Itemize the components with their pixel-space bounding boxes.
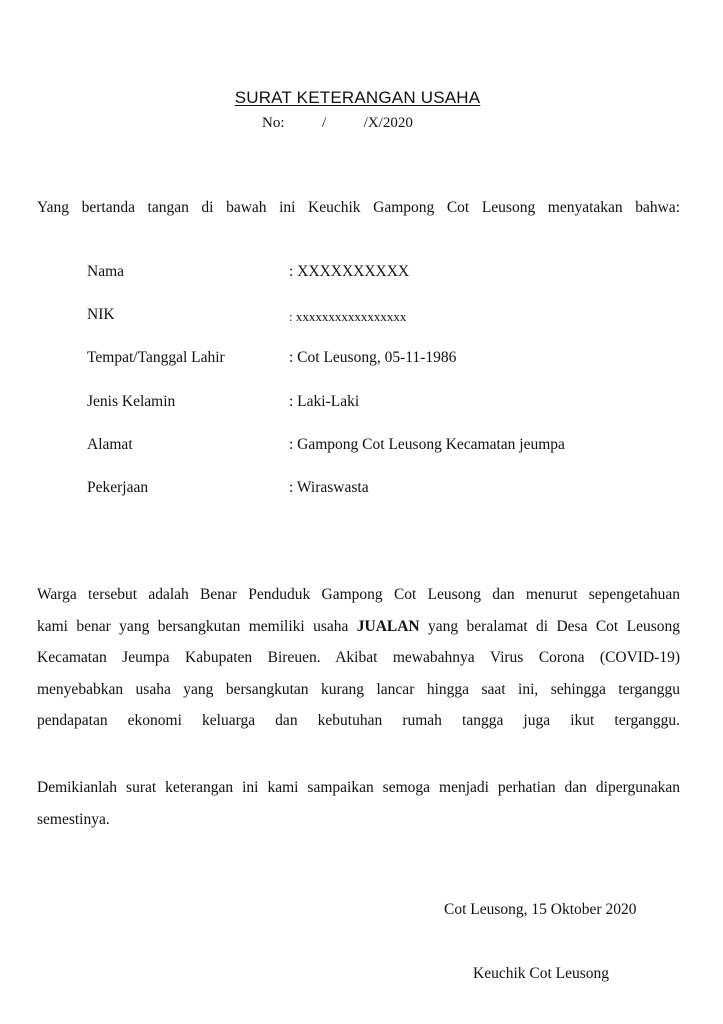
identity-label: Tempat/Tanggal Lahir xyxy=(87,349,225,367)
business-type: JUALAN xyxy=(356,617,420,635)
signature-title: Keuchik Cot Leusong xyxy=(473,965,610,982)
statement-line xyxy=(37,611,680,643)
identity-value: : Laki-Laki xyxy=(289,392,360,410)
statement-line: pendapatan ekonomi keluarga dan kebutuhan rumah tangga juga ikut terganggu. xyxy=(37,712,680,730)
identity-label: Nama xyxy=(87,263,125,280)
identity-value: : xxxxxxxxxxxxxxxxx xyxy=(289,309,407,325)
identity-value: : Cot Leusong, 05-11-1986 xyxy=(289,349,457,367)
document-number: No: / /X/2020 xyxy=(262,115,413,131)
identity-value: : Wiraswasta xyxy=(289,478,369,496)
statement-line: Warga tersebut adalah Benar Penduduk Gampong Cot Leusong dan menurut sepengetahuan xyxy=(37,586,680,603)
identity-value: : Gampong Cot Leusong Kecamatan jeumpa xyxy=(289,435,565,453)
identity-label: NIK xyxy=(87,306,115,324)
statement-text: kami benar yang bersangkutan memiliki usaha xyxy=(37,617,357,635)
statement-text: yang beralamat di Desa Cot Leusong xyxy=(419,617,680,635)
statement-line: Kecamatan Jeumpa Kabupaten Bireuen. Akibat mewabahnya Virus Corona (COVID-19) xyxy=(37,649,680,667)
document-title: SURAT KETERANGAN USAHA xyxy=(234,88,481,107)
identity-row-gender xyxy=(87,393,647,436)
identity-value: : XXXXXXXXXX xyxy=(289,263,410,280)
identity-row-address xyxy=(87,436,647,479)
identity-label: Pekerjaan xyxy=(87,478,149,496)
statement-line: menyebabkan usaha yang bersangkutan kurang lancar hingga saat ini, sehingga terganggu xyxy=(37,680,680,698)
identity-table xyxy=(87,263,647,522)
identity-row-nik xyxy=(87,306,647,349)
intro-paragraph: Yang bertanda tangan di bawah ini Keuchik Gampong Cot Leusong menyatakan bahwa: xyxy=(37,199,680,216)
identity-label: Jenis Kelamin xyxy=(87,392,176,410)
identity-row-birth xyxy=(87,349,647,392)
identity-label: Alamat xyxy=(87,435,133,453)
closing-line: semestinya. xyxy=(37,810,110,828)
signature-place-date: Cot Leusong, 15 Oktober 2020 xyxy=(444,901,637,918)
closing-paragraph xyxy=(37,772,680,835)
identity-row-occupation xyxy=(87,479,647,522)
identity-row-nama xyxy=(87,263,647,306)
closing-line: Demikianlah surat keterangan ini kami sampaikan semoga menjadi perhatian dan dipergunakan xyxy=(37,779,680,796)
statement-paragraph xyxy=(37,579,680,737)
